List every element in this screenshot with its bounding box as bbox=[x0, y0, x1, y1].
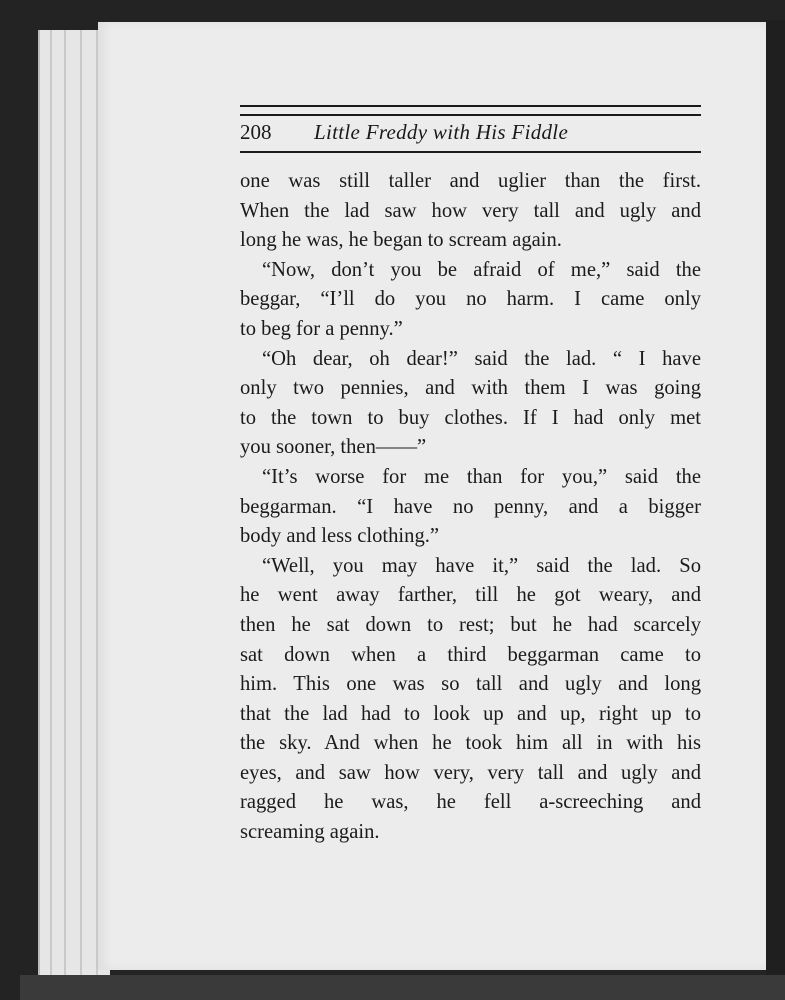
body-text bbox=[240, 167, 701, 848]
header-rule-top bbox=[240, 105, 701, 107]
text-line: that the lad had to look up and up, right up to bbox=[240, 702, 701, 725]
text-line: one was still taller and uglier than the first. bbox=[240, 170, 701, 192]
text-line: “Now, don’t you be afraid of me,” said the bbox=[262, 258, 701, 281]
page-header bbox=[240, 120, 701, 150]
header-rule-bottom bbox=[240, 151, 701, 153]
text-line: sat down when a third beggarman came to bbox=[240, 643, 701, 666]
page-edge-line bbox=[50, 30, 52, 975]
page-edge-line bbox=[80, 30, 82, 975]
text-line: then he sat down to rest; but he had scarcely bbox=[240, 613, 701, 636]
text-line: long he was, he began to scream again. bbox=[240, 229, 562, 252]
text-line: beggar, “I’ll do you no harm. I came only bbox=[240, 288, 701, 311]
book-gutter bbox=[766, 20, 785, 975]
text-line: screaming again. bbox=[240, 821, 380, 844]
text-line: you sooner, then——” bbox=[240, 436, 427, 459]
text-line: ragged he was, he fell a-screeching and bbox=[240, 791, 701, 814]
text-line: body and less clothing.” bbox=[240, 525, 440, 548]
running-title: Little Freddy with His Fiddle bbox=[314, 120, 569, 144]
header-rule-top-inner bbox=[240, 114, 701, 116]
text-line: When the lad saw how very tall and ugly and bbox=[240, 199, 701, 222]
text-line: the sky. And when he took him all in with his bbox=[240, 732, 701, 755]
text-line: “It’s worse for me than for you,” said the bbox=[262, 465, 701, 488]
text-line: “Oh dear, oh dear!” said the lad. “ I have bbox=[262, 347, 701, 370]
text-line: to beg for a penny.” bbox=[240, 317, 403, 340]
cover-bottom-edge bbox=[20, 975, 785, 1000]
page-edge-line bbox=[64, 30, 66, 975]
text-line: him. This one was so tall and ugly and long bbox=[240, 673, 701, 696]
text-line: eyes, and saw how very, very tall and ugly and bbox=[240, 761, 701, 784]
text-line: to the town to buy clothes. If I had only met bbox=[240, 406, 701, 429]
text-line: only two pennies, and with them I was going bbox=[240, 377, 701, 400]
text-line: beggarman. “I have no penny, and a bigger bbox=[240, 495, 701, 518]
text-line: he went away farther, till he got weary, and bbox=[240, 584, 701, 607]
text-line: “Well, you may have it,” said the lad. So bbox=[262, 554, 701, 577]
page-number: 208 bbox=[240, 120, 272, 144]
